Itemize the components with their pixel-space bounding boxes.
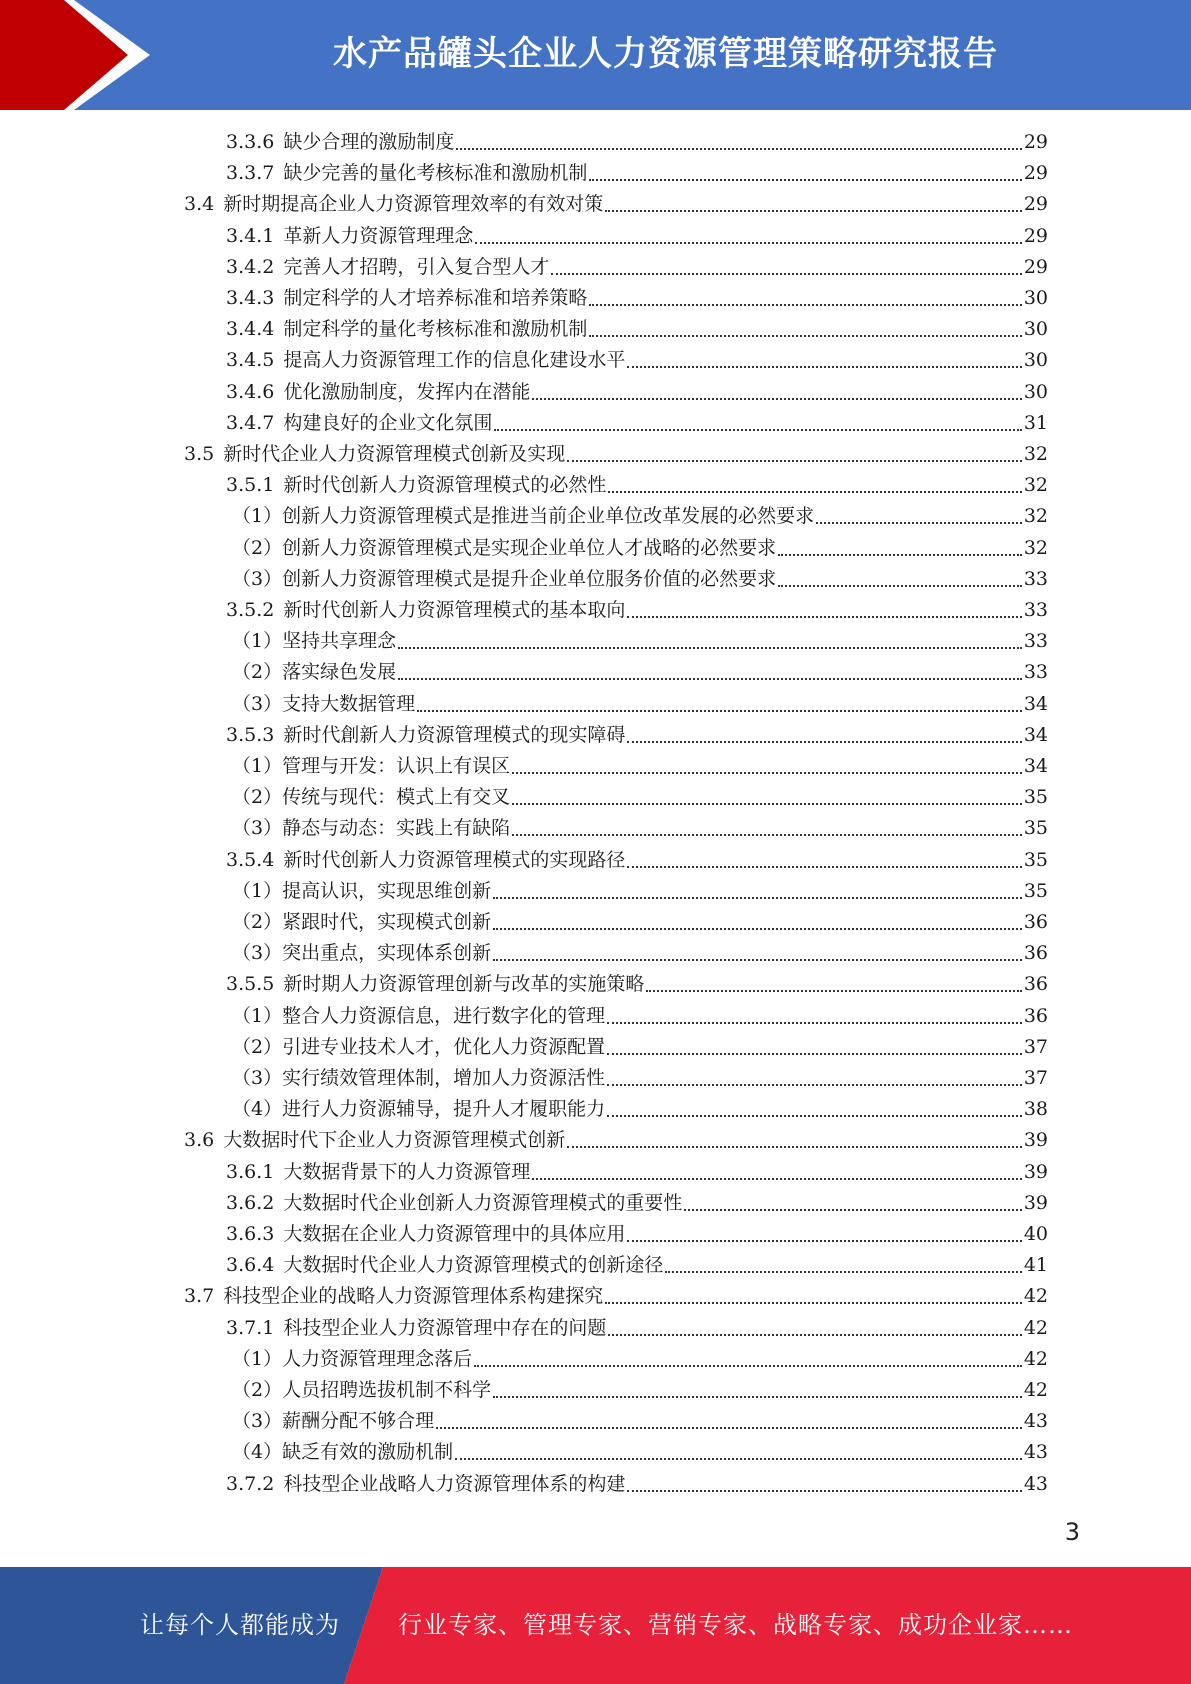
- toc-entry-page: 33: [1023, 661, 1048, 684]
- toc-entry-number: （1）: [232, 630, 283, 653]
- toc-entry[interactable]: [184, 1125, 1048, 1156]
- toc-entry-page: 30: [1023, 287, 1048, 309]
- toc-entry-page: 35: [1023, 817, 1048, 840]
- toc-entry-title: 新时代創新人力资源管理模式的现实障碍: [283, 723, 626, 746]
- toc-entry-page: 37: [1023, 1035, 1048, 1058]
- toc-entry-number: 3.4.7: [226, 411, 275, 434]
- toc-entry-number: （2）: [232, 1379, 283, 1401]
- toc-entry-title: 缺乏有效的激励机制: [282, 1441, 454, 1464]
- toc-entry-page: 35: [1023, 879, 1048, 902]
- toc-entry-number: 3.4.1: [226, 224, 275, 247]
- toc-entry[interactable]: [232, 782, 1048, 813]
- toc-entry-page: 42: [1023, 1347, 1048, 1370]
- toc-dot-leader: [455, 1458, 1022, 1460]
- toc-entry-number: （4）: [232, 1441, 283, 1464]
- toc-entry[interactable]: [232, 1406, 1048, 1437]
- toc-entry-page: 41: [1023, 1254, 1048, 1277]
- toc-dot-leader: [567, 1146, 1022, 1148]
- toc-dot-leader: [608, 1334, 1021, 1336]
- toc-entry-number: 3.5.4: [226, 848, 275, 871]
- toc-entry-number: 3.6: [184, 1129, 215, 1152]
- toc-entry-title: 创新人力资源管理模式是提升企业单位服务价值的必然要求: [282, 567, 777, 590]
- toc-entry[interactable]: [232, 501, 1048, 532]
- toc-entry-number: （3）: [232, 692, 283, 715]
- toc-entry-number: （1）: [232, 1347, 283, 1370]
- toc-entry-title: 革新人力资源管理理念: [283, 224, 474, 247]
- toc-entry-number: 3.4.5: [226, 349, 275, 372]
- toc-entry-number: （1）: [232, 755, 283, 777]
- toc-entry-title: 创新人力资源管理模式是实现企业单位人才战略的必然要求: [282, 536, 777, 559]
- toc-entry-number: （3）: [232, 1067, 283, 1089]
- toc-entry[interactable]: [226, 595, 1048, 626]
- toc-entry-number: 3.6.1: [226, 1160, 275, 1183]
- toc-entry-title: 大数据背景下的人力资源管理: [283, 1160, 531, 1183]
- toc-entry-title: 实行绩效管理体制，增加人力资源活性: [282, 1067, 606, 1089]
- toc-dot-leader: [589, 335, 1021, 337]
- toc-entry[interactable]: [184, 439, 1048, 470]
- toc-dot-leader: [512, 834, 1022, 836]
- toc-entry-page: 30: [1023, 349, 1048, 372]
- toc-dot-leader: [398, 678, 1022, 680]
- toc-entry-page: 36: [1023, 973, 1048, 996]
- toc-dot-leader: [494, 429, 1021, 431]
- toc-entry-number: （3）: [232, 942, 283, 965]
- toc-entry-title: 人员招聘选拔机制不科学: [282, 1379, 492, 1401]
- toc-entry-title: 科技型企业人力资源管理中存在的问题: [283, 1316, 607, 1339]
- toc-entry-page: 37: [1023, 1067, 1048, 1089]
- toc-entry-page: 30: [1023, 380, 1048, 403]
- toc-entry-page: 40: [1023, 1223, 1048, 1245]
- toc-entry-title: 人力资源管理理念落后: [282, 1347, 473, 1370]
- toc-dot-leader: [608, 491, 1021, 493]
- toc-dot-leader: [493, 1396, 1022, 1398]
- toc-entry[interactable]: [226, 1219, 1048, 1250]
- toc-entry-title: 科技型企业的战略人力资源管理体系构建探究: [223, 1285, 604, 1308]
- toc-entry[interactable]: [226, 1313, 1048, 1344]
- toc-entry-number: （3）: [232, 567, 283, 590]
- toc-entry[interactable]: [226, 969, 1048, 1000]
- toc-entry-number: 3.5.5: [226, 973, 275, 996]
- toc-entry-number: 3.4.3: [226, 287, 275, 309]
- toc-dot-leader: [436, 1427, 1022, 1429]
- toc-entry[interactable]: [184, 1281, 1048, 1312]
- toc-entry-page: 43: [1023, 1410, 1048, 1433]
- toc-entry-number: （2）: [232, 536, 283, 559]
- toc-dot-leader: [456, 148, 1021, 150]
- toc-entry[interactable]: [232, 1437, 1048, 1468]
- toc-entry[interactable]: [226, 1188, 1048, 1219]
- toc-dot-leader: [627, 366, 1021, 368]
- toc-dot-leader: [398, 647, 1022, 649]
- toc-entry-title: 整合人力资源信息，进行数字化的管理: [282, 1004, 606, 1027]
- toc-entry-title: 制定科学的量化考核标准和激励机制: [283, 318, 588, 341]
- toc-entry-number: 3.4.6: [226, 380, 275, 403]
- document-title: 水产品罐头企业人力资源管理策略研究报告: [333, 34, 998, 74]
- toc-entry[interactable]: [226, 158, 1048, 189]
- toc-entry-title: 引进专业技术人才，优化人力资源配置: [282, 1035, 606, 1058]
- toc-entry-number: 3.6.2: [226, 1191, 275, 1214]
- page-number: 3: [1064, 1518, 1080, 1546]
- toc-dot-leader: [493, 959, 1022, 961]
- toc-dot-leader: [567, 460, 1022, 462]
- toc-entry-title: 支持大数据管理: [282, 692, 416, 715]
- toc-entry-title: 管理与开发：认识上有误区: [282, 755, 511, 777]
- toc-entry-title: 优化激励制度，发挥内在潜能: [283, 380, 531, 403]
- toc-entry[interactable]: [232, 876, 1048, 907]
- toc-entry[interactable]: [232, 626, 1048, 657]
- footer-slogan-left: 让每个人都能成为: [140, 1611, 340, 1639]
- toc-dot-leader: [605, 1302, 1022, 1304]
- toc-entry-title: 缺少完善的量化考核标准和激励机制: [283, 162, 588, 185]
- toc-entry[interactable]: [184, 189, 1048, 220]
- toc-entry-page: 29: [1023, 255, 1048, 278]
- toc-dot-leader: [646, 990, 1021, 992]
- toc-entry-number: （1）: [232, 1004, 283, 1027]
- toc-dot-leader: [627, 616, 1021, 618]
- toc-dot-leader: [475, 242, 1021, 244]
- toc-entry-number: 3.5.3: [226, 723, 275, 746]
- toc-entry[interactable]: [232, 1001, 1048, 1032]
- toc-entry[interactable]: [226, 377, 1048, 408]
- toc-entry-title: 缺少合理的激励制度: [283, 131, 455, 153]
- toc-entry-title: 大数据时代企业人力资源管理模式的创新途径: [283, 1254, 664, 1277]
- toc-entry-number: （2）: [232, 661, 283, 684]
- toc-dot-leader: [665, 1271, 1021, 1273]
- toc-entry-page: 35: [1023, 848, 1048, 871]
- toc-entry-page: 42: [1023, 1316, 1048, 1339]
- toc-entry-number: 3.3.6: [226, 131, 275, 153]
- toc-entry-number: 3.7.1: [226, 1316, 275, 1339]
- toc-entry-page: 30: [1023, 318, 1048, 341]
- toc-entry[interactable]: [226, 252, 1048, 283]
- footer-slogan-right: 行业专家、管理专家、营销专家、战略专家、成功企业家……: [398, 1611, 1073, 1639]
- toc-entry[interactable]: [226, 408, 1048, 439]
- toc-entry-title: 传统与现代：模式上有交叉: [282, 786, 511, 809]
- toc-entry[interactable]: [226, 345, 1048, 376]
- toc-entry-page: 32: [1023, 443, 1048, 465]
- toc-entry-page: 32: [1023, 474, 1048, 497]
- toc-dot-leader: [607, 1053, 1022, 1055]
- toc-entry-title: 新时代创新人力资源管理模式的必然性: [283, 474, 607, 497]
- toc-entry[interactable]: [232, 907, 1048, 938]
- toc-entry-title: 制定科学的人才培养标准和培养策略: [283, 287, 588, 309]
- toc-entry-title: 创新人力资源管理模式是推进当前企业单位改革发展的必然要求: [282, 505, 815, 528]
- toc-dot-leader: [532, 398, 1021, 400]
- toc-dot-leader: [605, 210, 1022, 212]
- toc-entry-number: 3.5.2: [226, 599, 275, 621]
- toc-entry-page: 43: [1023, 1472, 1048, 1495]
- toc-entry[interactable]: [232, 813, 1048, 844]
- toc-dot-leader: [493, 928, 1022, 930]
- toc-entry-page: 31: [1023, 411, 1048, 434]
- toc-entry[interactable]: [226, 720, 1048, 751]
- toc-entry-number: 3.7.2: [226, 1472, 275, 1495]
- toc-entry-page: 29: [1023, 162, 1048, 185]
- toc-dot-leader: [627, 741, 1021, 743]
- toc-entry[interactable]: [232, 689, 1048, 720]
- toc-entry-page: 39: [1023, 1160, 1048, 1183]
- toc-dot-leader: [551, 273, 1021, 275]
- toc-entry-page: 36: [1023, 911, 1048, 933]
- toc-entry-number: （4）: [232, 1098, 283, 1121]
- toc-dot-leader: [816, 522, 1022, 524]
- toc-entry-page: 43: [1023, 1441, 1048, 1464]
- toc-entry-page: 34: [1023, 692, 1048, 715]
- toc-entry-title: 大数据在企业人力资源管理中的具体应用: [283, 1223, 626, 1245]
- toc-entry-title: 科技型企业战略人力资源管理体系的构建: [283, 1472, 626, 1495]
- toc-entry-number: 3.6.3: [226, 1223, 275, 1245]
- toc-dot-leader: [607, 1022, 1022, 1024]
- toc-dot-leader: [778, 585, 1022, 587]
- toc-entry-page: 42: [1023, 1379, 1048, 1401]
- toc-dot-leader: [684, 1209, 1021, 1211]
- toc-entry-title: 突出重点，实现体系创新: [282, 942, 492, 965]
- toc-entry-page: 29: [1023, 193, 1048, 216]
- toc-entry[interactable]: [226, 1250, 1048, 1281]
- toc-entry-page: 34: [1023, 755, 1048, 777]
- toc-dot-leader: [532, 1178, 1021, 1180]
- toc-dot-leader: [627, 1490, 1021, 1492]
- toc-entry-page: 39: [1023, 1191, 1048, 1214]
- toc-entry-number: （2）: [232, 786, 283, 809]
- toc-entry-number: 3.7: [184, 1285, 215, 1308]
- toc-entry-number: （1）: [232, 505, 283, 528]
- toc-entry[interactable]: [232, 1094, 1048, 1125]
- toc-entry-title: 新时代创新人力资源管理模式的实现路径: [283, 848, 626, 871]
- toc-entry-title: 落实绿色发展: [282, 661, 397, 684]
- toc-entry-page: 33: [1023, 630, 1048, 653]
- toc-entry[interactable]: [232, 564, 1048, 595]
- toc-entry-page: 36: [1023, 942, 1048, 965]
- toc-entry-title: 新时代企业人力资源管理模式创新及实现: [223, 443, 566, 465]
- toc-entry-number: （3）: [232, 817, 283, 840]
- toc-entry-page: 32: [1023, 505, 1048, 528]
- toc-entry-title: 提高人力资源管理工作的信息化建设水平: [283, 349, 626, 372]
- toc-entry-page: 29: [1023, 131, 1048, 153]
- toc-dot-leader: [512, 772, 1022, 774]
- toc-entry[interactable]: [226, 1469, 1048, 1500]
- toc-entry[interactable]: [232, 751, 1048, 782]
- toc-entry-page: 38: [1023, 1098, 1048, 1121]
- toc-dot-leader: [778, 554, 1022, 556]
- toc-dot-leader: [627, 866, 1021, 868]
- toc-entry-title: 新时期人力资源管理创新与改革的实施策略: [283, 973, 645, 996]
- toc-entry-title: 新时期提高企业人力资源管理效率的有效对策: [223, 193, 604, 216]
- toc-entry-number: 3.6.4: [226, 1254, 275, 1277]
- toc-entry-title: 坚持共享理念: [282, 630, 397, 653]
- toc-dot-leader: [493, 897, 1022, 899]
- header-banner: [0, 0, 1191, 110]
- footer-banner: [0, 1567, 1191, 1684]
- toc-entry[interactable]: [226, 314, 1048, 345]
- toc-entry-number: 3.5.1: [226, 474, 275, 497]
- toc-dot-leader: [512, 803, 1022, 805]
- toc-entry[interactable]: [232, 1344, 1048, 1375]
- toc-entry-page: 34: [1023, 723, 1048, 746]
- toc-entry-title: 大数据时代下企业人力资源管理模式创新: [223, 1129, 566, 1152]
- toc-entry[interactable]: [232, 1032, 1048, 1063]
- toc-entry-page: 35: [1023, 786, 1048, 809]
- toc-entry[interactable]: [232, 938, 1048, 969]
- toc-dot-leader: [589, 304, 1021, 306]
- toc-entry-number: 3.4.2: [226, 255, 275, 278]
- toc-dot-leader: [627, 1240, 1021, 1242]
- toc-entry-number: （2）: [232, 911, 283, 933]
- toc-dot-leader: [607, 1115, 1022, 1117]
- toc-entry-number: 3.4.4: [226, 318, 275, 341]
- toc-entry-title: 薪酬分配不够合理: [282, 1410, 435, 1433]
- toc-entry-number: （2）: [232, 1035, 283, 1058]
- toc-entry-title: 提高认识，实现思维创新: [282, 879, 492, 902]
- toc-entry-number: （1）: [232, 879, 283, 902]
- toc-dot-leader: [417, 710, 1022, 712]
- toc-entry-page: 29: [1023, 224, 1048, 247]
- toc-entry-page: 33: [1023, 567, 1048, 590]
- toc-entry-title: 紧跟时代，实现模式创新: [282, 911, 492, 933]
- toc-entry[interactable]: [226, 127, 1048, 158]
- toc-entry[interactable]: [232, 1375, 1048, 1406]
- toc-dot-leader: [474, 1365, 1022, 1367]
- toc-dot-leader: [607, 1084, 1022, 1086]
- toc-entry[interactable]: [226, 283, 1048, 314]
- toc-entry-title: 构建良好的企业文化氛围: [283, 411, 493, 434]
- toc-entry-number: 3.4: [184, 193, 215, 216]
- toc-entry-title: 静态与动态：实践上有缺陷: [282, 817, 511, 840]
- toc-entry[interactable]: [232, 1063, 1048, 1094]
- toc-entry[interactable]: [226, 1157, 1048, 1188]
- toc-entry-number: 3.3.7: [226, 162, 275, 185]
- toc-entry[interactable]: [232, 533, 1048, 564]
- toc-entry-page: 39: [1023, 1129, 1048, 1152]
- toc-entry-page: 33: [1023, 599, 1048, 621]
- toc-entry-page: 32: [1023, 536, 1048, 559]
- toc-entry[interactable]: [226, 845, 1048, 876]
- toc-entry-number: 3.5: [184, 443, 215, 465]
- toc-entry-title: 新时代创新人力资源管理模式的基本取向: [283, 599, 626, 621]
- toc-entry-number: （3）: [232, 1410, 283, 1433]
- toc-entry[interactable]: [232, 657, 1048, 688]
- toc-entry[interactable]: [226, 221, 1048, 252]
- toc-entry-title: 大数据时代企业创新人力资源管理模式的重要性: [283, 1191, 683, 1214]
- toc-dot-leader: [589, 179, 1021, 181]
- toc-entry-page: 36: [1023, 1004, 1048, 1027]
- toc-entry[interactable]: [226, 470, 1048, 501]
- toc-entry-title: 进行人力资源辅导，提升人才履职能力: [282, 1098, 606, 1121]
- toc-entry-page: 42: [1023, 1285, 1048, 1308]
- chevron-arrow-icon: [0, 0, 160, 110]
- toc-entry-title: 完善人才招聘，引入复合型人才: [283, 255, 550, 278]
